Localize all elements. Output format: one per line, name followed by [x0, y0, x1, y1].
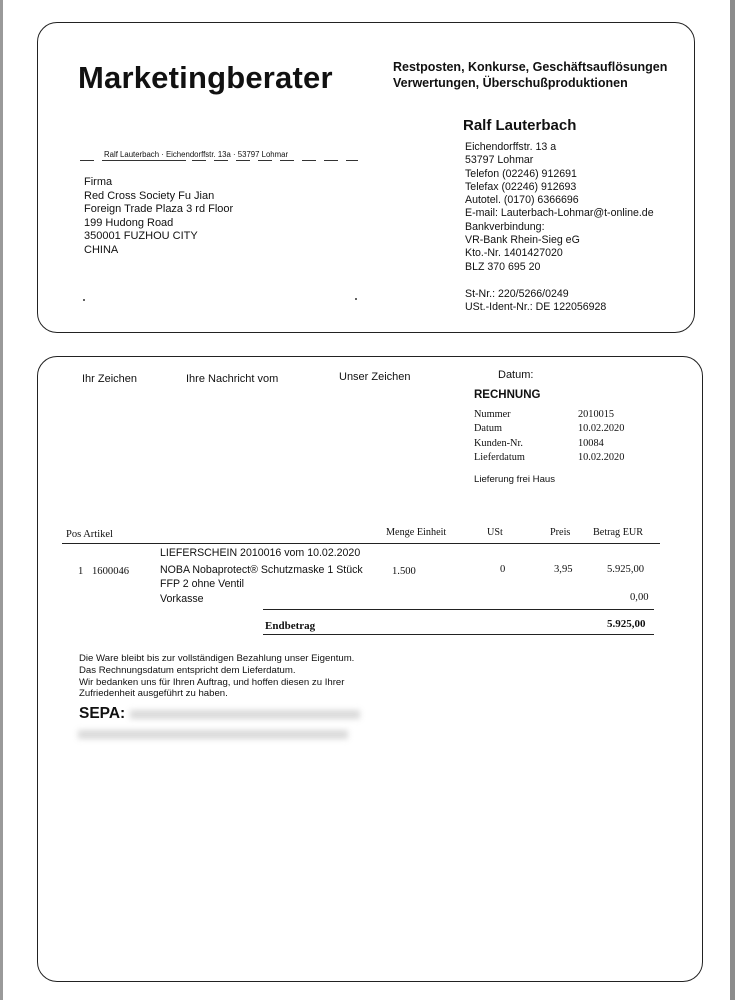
owner-name: Ralf Lauterbach — [463, 117, 577, 134]
recipient-line: Foreign Trade Plaza 3 rd Floor — [84, 203, 234, 216]
total-bottom-rule — [263, 634, 654, 635]
total-label: Endbetrag — [265, 620, 316, 632]
contact-blz: BLZ 370 695 20 — [465, 260, 541, 273]
lieferschein-line: LIEFERSCHEIN 2010016 vom 10.02.2020 — [160, 547, 361, 559]
tax-block — [465, 288, 606, 315]
underline-dash — [258, 160, 272, 161]
meta-value-customer: 10084 — [578, 438, 604, 449]
recipient-address — [84, 176, 233, 258]
item-price: 3,95 — [554, 564, 573, 575]
contact-phone: Telefon (02246) 912691 — [465, 167, 577, 180]
contact-account-number: Kto.-Nr. 1401427020 — [465, 247, 563, 260]
underline-dash — [80, 160, 94, 161]
terms-line: Die Ware bleibt bis zur vollständigen Bezahlung unser Eigentum. — [79, 653, 355, 664]
recipient-line: CHINA — [84, 243, 119, 256]
vat-id: USt.-Ident-Nr.: DE 122056928 — [465, 301, 607, 314]
terms-line: Zufriedenheit ausgeführt zu haben. — [79, 688, 228, 700]
fold-mark — [355, 298, 357, 300]
item-pos: 1 — [78, 566, 84, 577]
sepa-label: SEPA: — [79, 705, 126, 722]
underline-dash — [302, 160, 316, 161]
contact-street: Eichendorffstr. 13 a — [465, 141, 557, 153]
underline-dash — [102, 160, 186, 161]
tagline-line-2: Verwertungen, Überschußproduktionen — [393, 76, 628, 90]
scan-edge-left — [0, 0, 3, 1000]
fold-mark — [83, 299, 85, 301]
meta-value-delivery-date: 10.02.2020 — [578, 452, 625, 463]
meta-value-number: 2010015 — [578, 409, 615, 420]
header-betrag: Betrag EUR — [593, 527, 644, 538]
item-article-number: 1600046 — [92, 566, 130, 577]
underline-dash — [192, 160, 206, 161]
meta-label-customer: Kunden-Nr. — [474, 438, 523, 449]
recipient-line: 350001 FUZHOU CITY — [84, 230, 198, 243]
meta-value-date: 10.02.2020 — [578, 423, 625, 434]
contact-bank-heading: Bankverbindung: — [465, 220, 545, 233]
meta-label-date: Datum — [474, 423, 503, 434]
contact-block — [465, 141, 654, 274]
header-menge-einheit: Menge Einheit — [386, 527, 447, 538]
ref-ihr-zeichen: Ihr Zeichen — [82, 373, 138, 385]
total-value: 5.925,00 — [607, 618, 646, 630]
underline-dash — [280, 160, 294, 161]
item-amount: 5.925,00 — [607, 564, 645, 575]
scan-edge-right — [730, 0, 735, 1000]
delivery-note: Lieferung frei Haus — [474, 474, 556, 485]
recipient-line: Firma — [84, 176, 113, 188]
table-header-rule — [62, 543, 660, 544]
item-description-2: FFP 2 ohne Ventil — [160, 578, 245, 590]
underline-dash — [236, 160, 250, 161]
header-pos-artikel: Pos Artikel — [66, 529, 113, 540]
redacted-sepa-details — [78, 730, 348, 739]
contact-email: E-mail: Lauterbach-Lohmar@t-online.de — [465, 207, 654, 220]
item-description-1: NOBA Nobaprotect® Schutzmaske 1 Stück — [160, 564, 363, 576]
header-ust: USt — [487, 527, 503, 538]
header-preis: Preis — [550, 527, 571, 538]
item-vat: 0 — [500, 564, 506, 575]
recipient-line: 199 Hudong Road — [84, 216, 174, 229]
terms-line: Das Rechnungsdatum entspricht dem Lieferdatum. — [79, 664, 296, 676]
vorkasse-label: Vorkasse — [160, 593, 204, 605]
item-quantity: 1.500 — [392, 566, 416, 577]
meta-label-number: Nummer — [474, 409, 511, 420]
company-logo: Marketingberater — [78, 60, 333, 95]
underline-dash — [324, 160, 338, 161]
contact-bank-name: VR-Bank Rhein-Sieg eG — [465, 234, 580, 247]
total-top-rule — [263, 609, 654, 610]
invoice-title: RECHNUNG — [474, 389, 541, 401]
contact-fax: Telefax (02246) 912693 — [465, 180, 577, 193]
contact-mobile: Autotel. (0170) 6366696 — [465, 194, 579, 207]
redacted-sepa-details — [130, 710, 360, 719]
recipient-line: Red Cross Society Fu Jian — [84, 189, 215, 202]
underline-dash — [346, 160, 358, 161]
ref-unser-zeichen: Unser Zeichen — [339, 371, 411, 383]
ref-ihre-nachricht: Ihre Nachricht vom — [186, 373, 279, 385]
underline-dash — [214, 160, 228, 161]
terms-text — [79, 653, 354, 700]
terms-line: Wir bedanken uns für Ihren Auftrag, und hoffen diesen zu Ihrer — [79, 676, 345, 688]
vorkasse-value: 0,00 — [630, 592, 649, 603]
meta-label-delivery-date: Lieferdatum — [474, 452, 525, 463]
sender-return-line: Ralf Lauterbach · Eichendorffstr. 13a · 53797 Lohmar — [104, 150, 289, 159]
tagline-line-1: Restposten, Konkurse, Geschäftsauflösungen — [393, 60, 668, 74]
contact-city: 53797 Lohmar — [465, 154, 534, 167]
tax-number: St-Nr.: 220/5266/0249 — [465, 288, 569, 300]
ref-datum: Datum: — [498, 369, 534, 381]
